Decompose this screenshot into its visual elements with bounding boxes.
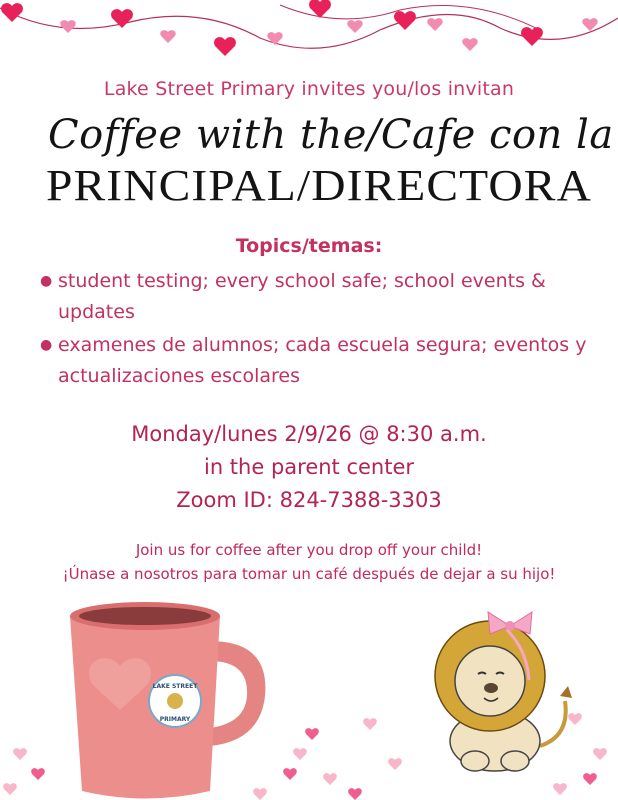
heart-icon: [214, 37, 236, 56]
heart-icon: [1, 3, 23, 22]
heart-icon: [267, 32, 282, 45]
heart-icon: [160, 30, 175, 43]
bullet-icon: ●: [40, 337, 53, 353]
heart-icon: [462, 38, 477, 51]
topics-heading: Topics/temas:: [235, 235, 383, 257]
heart-icon: [60, 20, 75, 33]
title-caps: PRINCIPAL/DIRECTORA: [46, 161, 592, 210]
heart-icon: [323, 773, 337, 785]
heart-icon: [521, 27, 543, 46]
lion-mascot-illustration: [410, 596, 590, 776]
heart-icon: [593, 748, 607, 760]
heart-garland: [0, 0, 618, 70]
join-spanish: ¡Únase a nosotros para tomar un café después de dejar a su hijo!: [62, 565, 556, 583]
event-zoom: Zoom ID: 824-7388-3303: [176, 488, 442, 512]
heart-icon: [3, 783, 17, 795]
heart-icon: [394, 11, 416, 30]
heart-icon: [13, 748, 27, 760]
heart-icon: [363, 718, 377, 730]
heart-icon: [553, 783, 567, 795]
join-english: Join us for coffee after you drop off your child!: [135, 541, 483, 559]
invite-line: Lake Street Primary invites you/los invitan: [103, 78, 515, 100]
list-item: [38, 266, 598, 328]
event-date: Monday/lunes 2/9/26 @ 8:30 a.m.: [131, 422, 487, 446]
bullet-icon: ●: [40, 273, 53, 289]
event-place: in the parent center: [203, 455, 415, 479]
heart-icon: [348, 788, 362, 800]
topic-text: examenes de alumnos; cada escuela segura; eventos y actualizaciones escolares: [58, 334, 587, 387]
topic-text: student testing; every school safe; school events & updates: [58, 270, 546, 323]
heart-icon: [293, 748, 307, 760]
topics-list: [38, 266, 598, 394]
title-script: Coffee with the/Cafe con la: [48, 112, 614, 158]
heart-icon: [388, 758, 402, 770]
badge-text-bottom: PRIMARY: [159, 716, 191, 723]
heart-icon: [31, 768, 45, 780]
heart-icon: [427, 18, 442, 31]
heart-icon: [582, 18, 597, 31]
list-item: [38, 330, 598, 392]
heart-icon: [305, 728, 319, 740]
badge-text-top: LAKE STREET: [152, 683, 198, 690]
coffee-mug-illustration: [60, 596, 290, 800]
heart-icon: [347, 20, 362, 33]
